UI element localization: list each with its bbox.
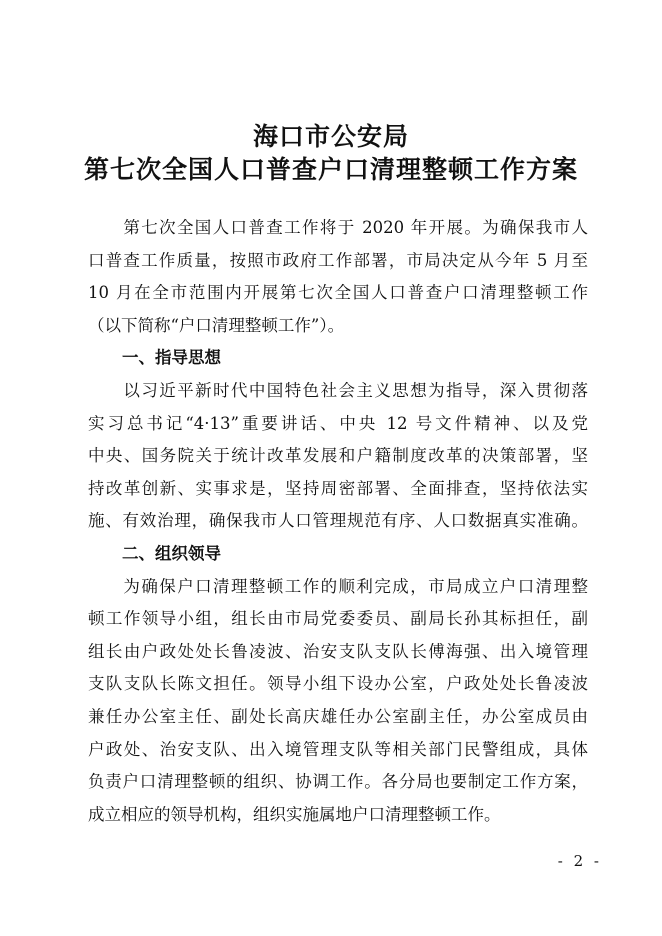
section1-line: 实习总书记“4·13”重要讲话、中央 12 号文件精神、以及党 — [88, 413, 588, 433]
document-title-org: 海口市公安局 — [252, 122, 409, 151]
section2-line: 户政处、治安支队、出入境管理支队等相关部门民警组成，具体 — [88, 739, 588, 759]
section2-line: 为确保户口清理整顿工作的顺利完成，市局成立户口清理整 — [122, 576, 588, 596]
section2-line: 负责户口清理整顿的组织、协调工作。各分局也要制定工作方案， — [88, 772, 588, 792]
section1-line: 以习近平新时代中国特色社会主义思想为指导，深入贯彻落 — [122, 380, 588, 400]
section1-line: 持改革创新、实事求是，坚持周密部署、全面排查，坚持依法实 — [88, 478, 588, 498]
section2-line: 兼任办公室主任、副处长高庆雄任办公室副主任，办公室成员由 — [88, 706, 588, 726]
intro-line: 口普查工作质量，按照市政府工作部署，市局决定从今年 5 月至 — [88, 250, 588, 270]
document-body — [88, 212, 588, 831]
section1-line: 中央、国务院关于统计改革发展和户籍制度改革的决策部署，坚 — [88, 446, 588, 466]
section2-line: 支队支队长陈文担任。领导小组下设办公室，户政处处长鲁凌波 — [88, 674, 588, 694]
section2-line: 顿工作领导小组，组长由市局党委委员、副局长孙其标担任，副 — [88, 609, 588, 629]
section2-line: 组长由户政处处长鲁凌波、治安支队支队长傅海强、出入境管理 — [88, 641, 588, 661]
section-heading-guiding-ideology: 一、指导思想 — [122, 348, 221, 368]
document-title-main: 第七次全国人口普查户口清理整顿工作方案 — [83, 155, 578, 184]
intro-line: 第七次全国人口普查工作将于 2020 年开展。为确保我市人 — [122, 218, 588, 237]
intro-line: 10 月在全市范围内开展第七次全国人口普查户口清理整顿工作 — [88, 283, 588, 303]
section-heading-organization: 二、组织领导 — [122, 543, 221, 563]
section1-line: 施、有效治理，确保我市人口管理规范有序、人口数据真实准确。 — [88, 511, 588, 531]
section2-line: 成立相应的领导机构，组织实施属地户口清理整顿工作。 — [88, 804, 501, 824]
intro-line: （以下简称“户口清理整顿工作”）。 — [88, 315, 345, 335]
page-number: - 2 - — [557, 852, 602, 870]
